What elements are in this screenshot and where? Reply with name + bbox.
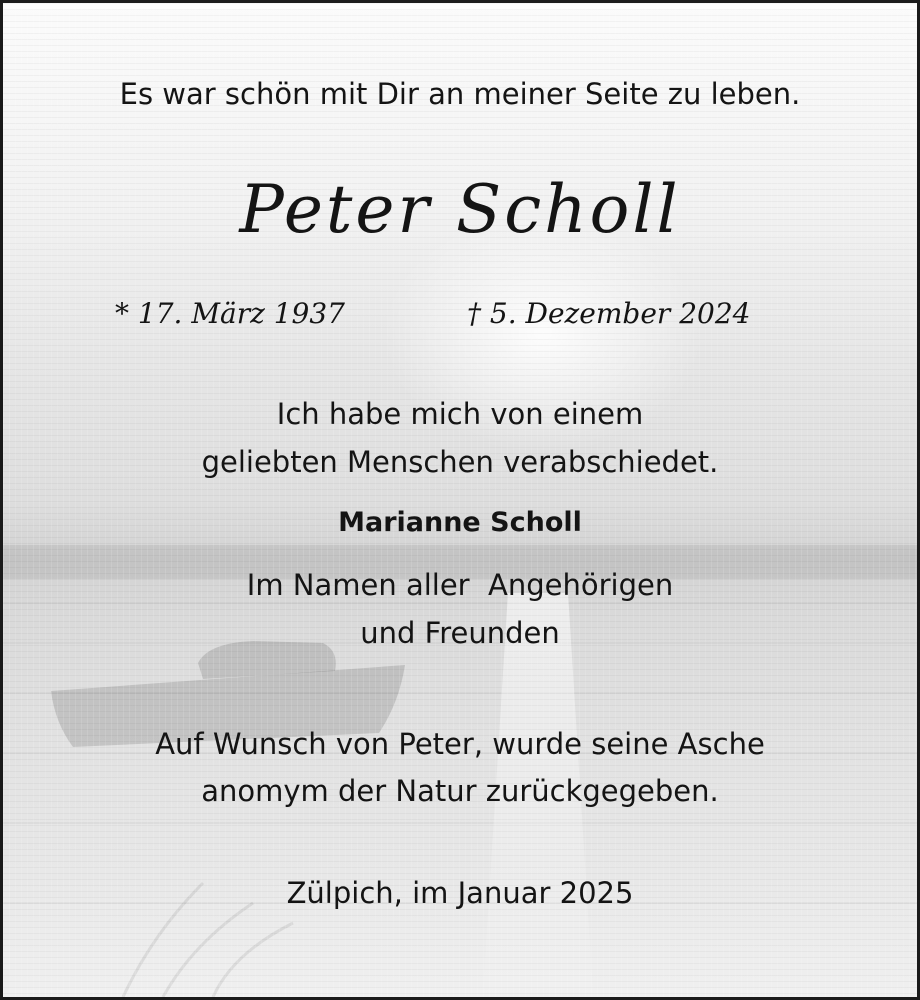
ashes-note-line: anomym der Natur zurückgegeben. <box>201 774 719 808</box>
farewell-line: Ich habe mich von einem <box>276 397 644 431</box>
place-and-date: Zülpich, im Januar 2025 <box>286 876 634 910</box>
deceased-name: Peter Scholl <box>239 171 681 248</box>
notice-text <box>3 3 917 997</box>
ashes-note-line: Auf Wunsch von Peter, wurde seine Asche <box>155 727 765 761</box>
signer-note-line: und Freunden <box>360 616 560 650</box>
death-date: † 5. Dezember 2024 <box>467 297 751 330</box>
farewell-line: geliebten Menschen verabschiedet. <box>201 445 719 479</box>
signer-note-line: Im Namen aller Angehörigen <box>246 568 674 602</box>
memorial-verse: Es war schön mit Dir an meiner Seite zu leben. <box>119 77 801 111</box>
birth-date: * 17. März 1937 <box>115 297 345 330</box>
signer-name: Marianne Scholl <box>338 507 582 538</box>
